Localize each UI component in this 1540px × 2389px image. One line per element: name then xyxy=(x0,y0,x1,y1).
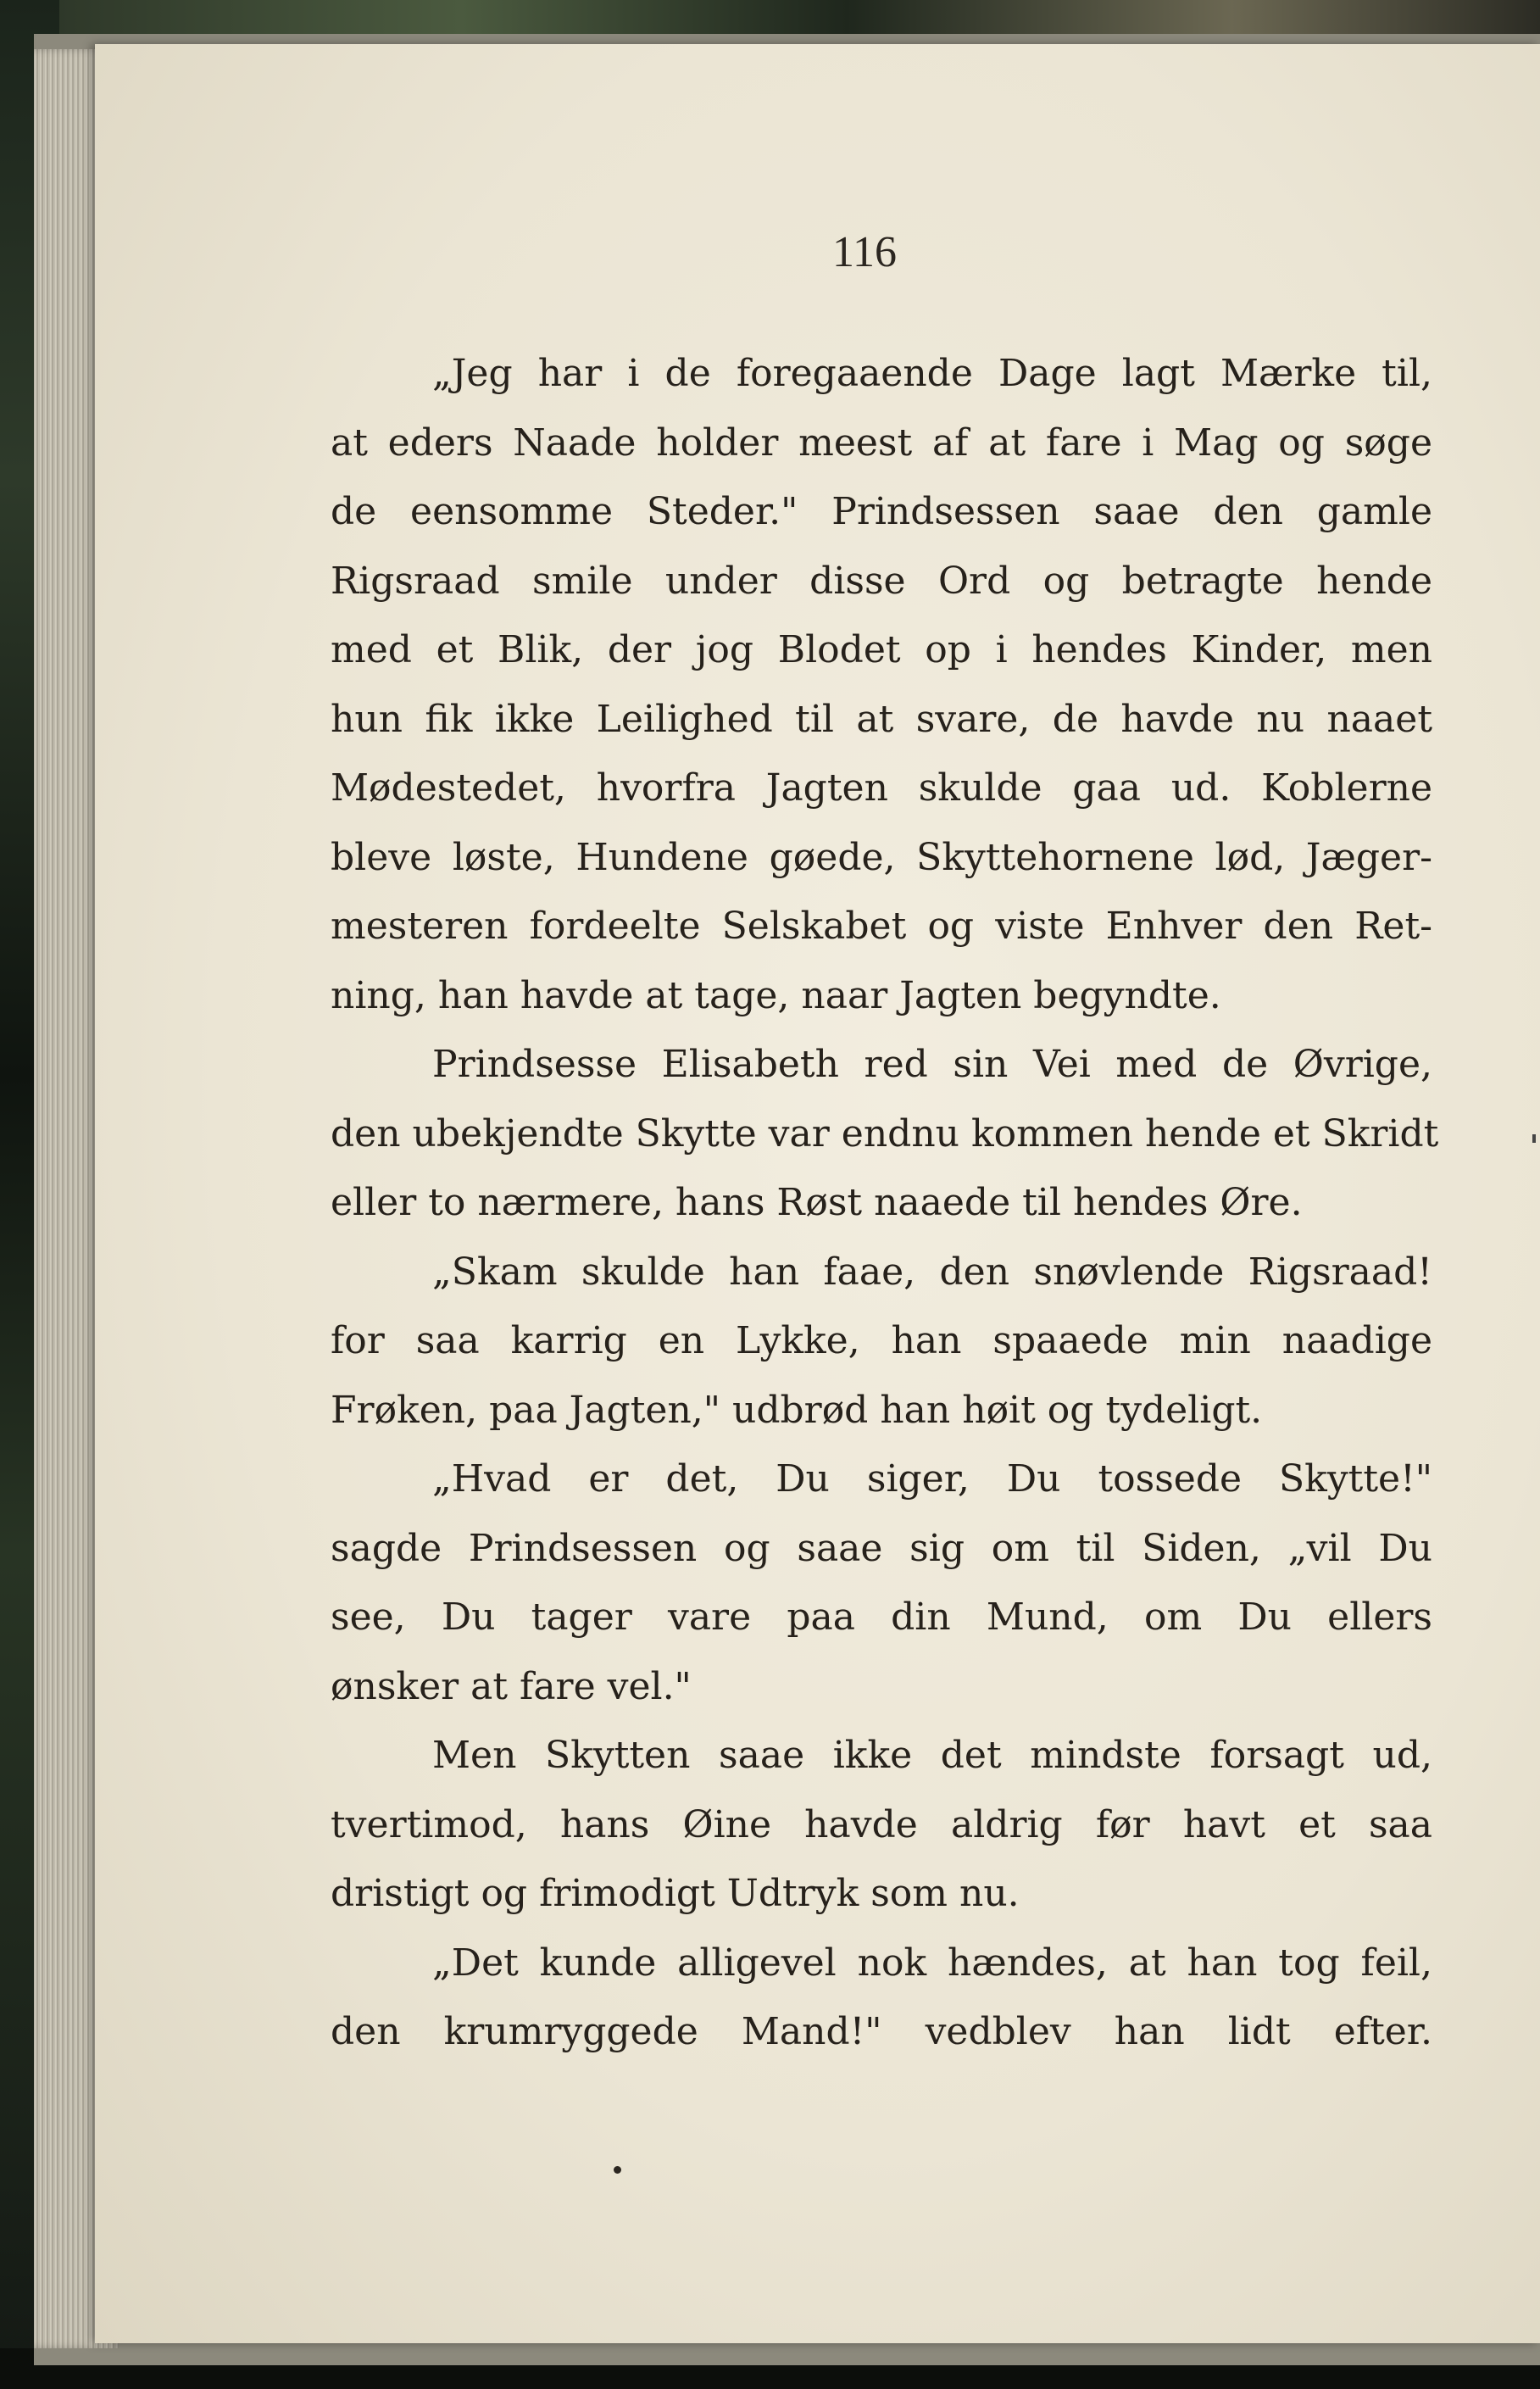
text-line: hun fik ikke Leilighed til at svare, de havde nu naaet xyxy=(331,697,1432,741)
text-line: Mødestedet, hvorfra Jagten skulde gaa ud. Koblerne xyxy=(331,766,1432,810)
text-line: bleve løste, Hundene gøede, Skyttehornene lød, Jæger- xyxy=(331,835,1432,879)
page-number: 116 xyxy=(831,228,898,276)
text-line: eller to nærmere, hans Røst naaede til hendes Øre. xyxy=(331,1181,1303,1224)
text-line: med et Blik, der jog Blodet op i hendes Kinder, men xyxy=(331,628,1432,671)
text-line: at eders Naade holder meest af at fare i Mag og søge xyxy=(331,420,1432,465)
text-line: Rigsraad smile under disse Ord og betragte hende xyxy=(331,559,1432,603)
text-line: sagde Prindsessen og saae sig om til Siden, „vil Du xyxy=(331,1526,1432,1570)
text-line: „Skam skulde han faae, den snøvlende Rigsraad! xyxy=(432,1250,1432,1294)
text-line: „Jeg har i de foregaaende Dage lagt Mærke til, xyxy=(432,352,1432,395)
text-line: „Det kunde alligevel nok hændes, at han tog feil, xyxy=(432,1941,1432,1985)
text-line: Men Skytten saae ikke det mindste forsagt ud, xyxy=(432,1734,1432,1777)
text-line: „Hvad er det, Du siger, Du tossede Skytte!" xyxy=(432,1457,1432,1501)
text-line: ønsker at fare vel." xyxy=(331,1664,692,1708)
text-line: Prindsesse Elisabeth red sin Vei med de Øvrige, xyxy=(432,1043,1432,1086)
text-line: dristigt og frimodigt Udtryk som nu. xyxy=(331,1872,1020,1915)
text-line: ning, han havde at tage, naar Jagten begyndte. xyxy=(331,973,1221,1017)
text-line: de eensomme Steder." Prindsessen saae den gamle xyxy=(331,490,1432,533)
text-line: tvertimod, hans Øine havde aldrig før havt et saa xyxy=(331,1802,1432,1846)
edge-mark xyxy=(1532,1134,1536,1143)
ink-speck xyxy=(614,2166,621,2174)
text-line: Frøken, paa Jagten," udbrød han høit og tydeligt. xyxy=(331,1388,1263,1432)
body-text xyxy=(331,339,1439,2067)
text-line: for saa karrig en Lykke, han spaaede min naadige xyxy=(331,1319,1432,1362)
text-line: den krumryggede Mand!" vedblev han lidt efter. xyxy=(331,2010,1432,2053)
text-line: see, Du tager vare paa din Mund, om Du ellers xyxy=(331,1595,1432,1639)
text-line: mesteren fordeelte Selskabet og viste Enhver den Ret- xyxy=(331,905,1432,948)
text-line: den ubekjendte Skytte var endnu kommen hende et Skridt xyxy=(331,1111,1439,1156)
